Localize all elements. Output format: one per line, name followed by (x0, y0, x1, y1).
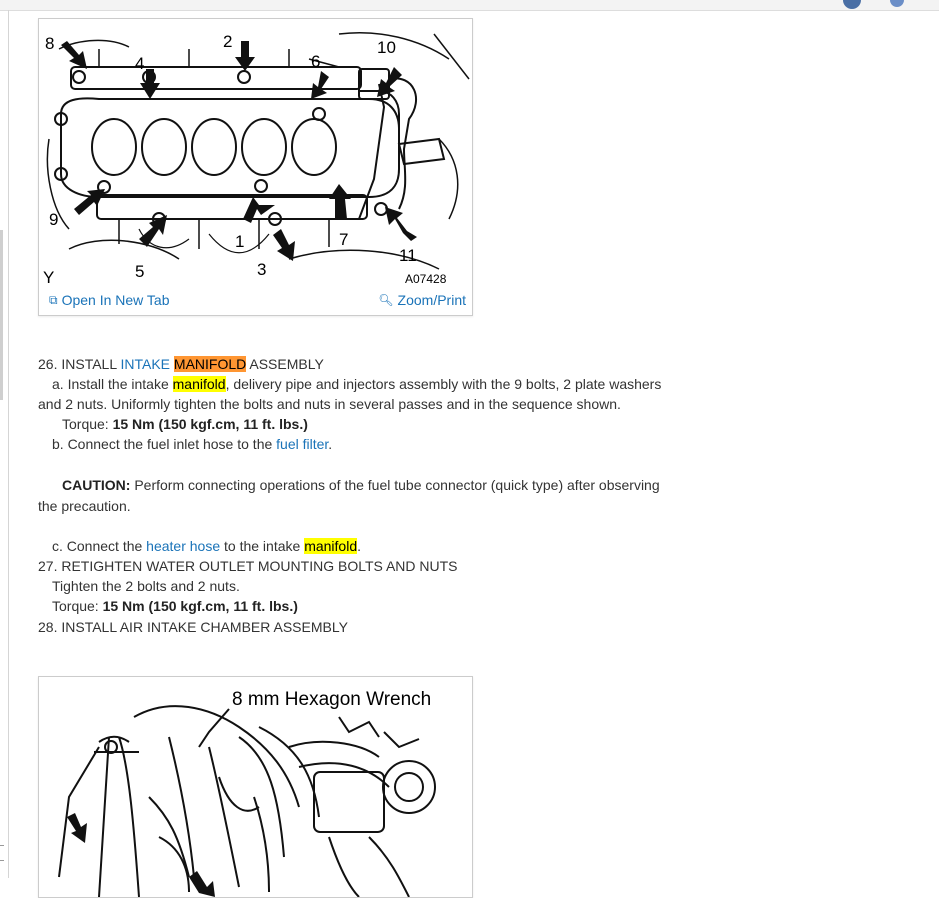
callout-4: 4 (135, 54, 145, 73)
caution-label: CAUTION: (62, 477, 131, 493)
step-26b-text: b. Connect the fuel inlet hose to the (52, 436, 277, 452)
step-26-title (38, 354, 324, 374)
callout-1: 1 (235, 232, 245, 251)
air-intake-diagram (39, 677, 472, 897)
step-26-number: 26. INSTALL (38, 356, 121, 372)
figure-air-intake-chamber (38, 676, 473, 898)
callout-3: 3 (257, 260, 267, 279)
step-26a-line2: and 2 nuts. Uniformly tighten the bolts and nuts in several passes and in the sequence shown. (38, 396, 621, 412)
heater-hose-link[interactable]: heater hose (146, 538, 221, 554)
step-26c-mid: to the intake (220, 538, 305, 554)
callout-y: Y (43, 268, 55, 287)
callout-2: 2 (223, 32, 233, 51)
step-26b-period: . (328, 436, 333, 452)
caution-line1 (62, 475, 660, 495)
figure-code: A07428 (405, 272, 447, 286)
step-27-title: 27. RETIGHTEN WATER OUTLET MOUNTING BOLTS AND NUTS (38, 558, 458, 574)
zoom-print-label: Zoom/Print (397, 292, 466, 308)
step-26a-line1 (52, 374, 661, 394)
open-in-new-tab-label: Open In New Tab (61, 292, 170, 308)
caution-line2: the precaution. (38, 498, 131, 514)
step-26a-text: a. Install the intake (52, 376, 173, 392)
step-28-title: 28. INSTALL AIR INTAKE CHAMBER ASSEMBLY (38, 619, 348, 635)
fuel-filter-link[interactable]: fuel filter (276, 436, 329, 452)
callout-8: 8 (45, 34, 55, 53)
step-27-line1: Tighten the 2 bolts and 2 nuts. (52, 578, 240, 594)
torque-label: Torque: (52, 598, 103, 614)
search-highlight: manifold (304, 538, 358, 554)
callout-5: 5 (135, 262, 145, 281)
callout-7: 7 (339, 230, 349, 249)
search-highlight: manifold (172, 376, 226, 392)
zoom-print-link[interactable] (378, 292, 466, 308)
manifold-diagram (39, 19, 472, 287)
intake-link[interactable]: INTAKE (120, 356, 171, 372)
callout-9: 9 (49, 210, 59, 229)
step-26-title-rest: ASSEMBLY (246, 356, 324, 372)
browser-top-bar (0, 0, 939, 11)
ruler-tick (0, 845, 4, 846)
step-26c-text: c. Connect the (52, 538, 147, 554)
hexagon-wrench-label: 8 mm Hexagon Wrench (232, 689, 432, 710)
ruler-tick (0, 860, 4, 861)
profile-avatar-icon[interactable] (843, 0, 861, 9)
callout-6: 6 (311, 52, 321, 71)
left-divider (8, 10, 9, 878)
open-in-new-tab-link[interactable] (49, 292, 170, 308)
scrollbar-track[interactable] (0, 230, 3, 400)
torque-label: Torque: (62, 416, 113, 432)
step-27-torque (52, 596, 298, 616)
figure-actions (39, 287, 472, 315)
step-26c (52, 536, 361, 556)
step-26a-text-rest: , delivery pipe and injectors assembly with the 9 bolts, 2 plate washers (225, 376, 662, 392)
callout-10: 10 (377, 38, 396, 57)
figure-intake-manifold (38, 18, 473, 316)
menu-icon[interactable] (890, 0, 904, 7)
step-26b (52, 434, 332, 454)
torque-value: 15 Nm (150 kgf.cm, 11 ft. lbs.) (112, 416, 308, 432)
torque-value: 15 Nm (150 kgf.cm, 11 ft. lbs.) (102, 598, 298, 614)
caution-text: Perform connecting operations of the fuel tube connector (quick type) after observing (130, 477, 660, 493)
callout-11: 11 (399, 246, 417, 265)
magnifier-icon: 🔍︎ (378, 293, 394, 307)
new-tab-icon: ⧉ (49, 293, 58, 307)
search-highlight-current: MANIFOLD (173, 356, 247, 372)
step-26c-period: . (357, 538, 361, 554)
step-26-torque (62, 414, 308, 434)
